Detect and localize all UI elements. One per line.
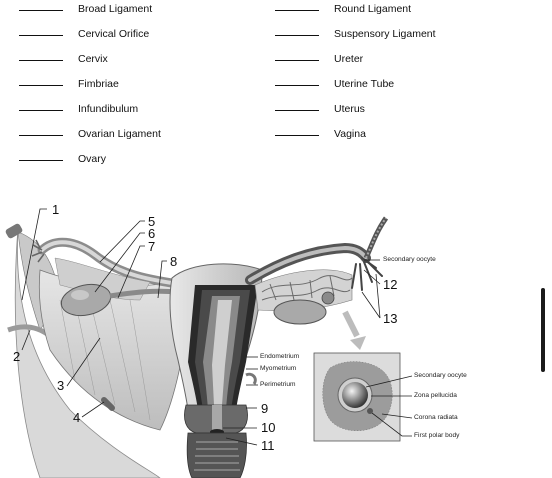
fimbriae-right: [352, 258, 382, 290]
diagram-number-8: 8: [170, 254, 178, 269]
diagram-number-10: 10: [261, 420, 276, 435]
secondary-oocyte-cell: [342, 382, 368, 408]
term-ovarian-ligament[interactable]: Ovarian Ligament: [19, 126, 161, 142]
diagram-number-7: 7: [148, 239, 156, 254]
suspensory-vessels-right: [366, 218, 386, 258]
diagram-number-6: 6: [148, 226, 156, 241]
inset-arrow: [345, 312, 357, 336]
label-endometrium: Endometrium: [260, 353, 300, 360]
term-vagina[interactable]: Vagina: [275, 126, 366, 142]
diagram-number-9: 9: [261, 401, 269, 416]
term-infundibulum[interactable]: Infundibulum: [19, 101, 138, 117]
term-round-ligament[interactable]: Round Ligament: [275, 1, 411, 17]
term-ureter[interactable]: Ureter: [275, 51, 363, 67]
diagram-number-3: 3: [57, 378, 65, 393]
term-cervical-orifice[interactable]: Cervical Orifice: [19, 26, 149, 42]
inset-arrow-head: [350, 336, 366, 350]
vertical-scrollbar[interactable]: [541, 288, 545, 372]
label-secondary-oocyte-top: Secondary oocyte: [383, 256, 436, 263]
term-suspensory-ligament[interactable]: Suspensory Ligament: [275, 26, 436, 42]
diagram-number-4: 4: [73, 410, 81, 425]
ovary-right: [274, 300, 326, 324]
ovary-left-highlight: [71, 290, 89, 300]
diagram-number-11: 11: [261, 438, 275, 453]
diagram-number-2: 2: [13, 349, 21, 364]
term-cervix[interactable]: Cervix: [19, 51, 108, 67]
label-perimetrium: Perimetrium: [260, 381, 296, 388]
term-ovary[interactable]: Ovary: [19, 151, 106, 167]
label-secondary-oocyte-inset: Secondary oocyte: [414, 372, 467, 379]
uterine-vessels-right: [246, 374, 255, 384]
label-myometrium: Myometrium: [260, 365, 297, 372]
label-first-polar-body: First polar body: [414, 432, 460, 439]
term-uterine-tube[interactable]: Uterine Tube: [275, 76, 394, 92]
diagram-number-12: 12: [383, 277, 398, 292]
term-uterus[interactable]: Uterus: [275, 101, 365, 117]
label-corona-radiata: Corona radiata: [414, 414, 458, 421]
term-fimbriae[interactable]: Fimbriae: [19, 76, 119, 92]
diagram-number-5: 5: [148, 214, 156, 229]
diagram-number-13: 13: [383, 311, 398, 326]
label-zona-pellucida: Zona pellucida: [414, 392, 457, 399]
diagram-number-1: 1: [52, 202, 60, 217]
cervical-canal: [212, 405, 222, 430]
ovulating-follicle: [322, 292, 334, 304]
term-broad-ligament[interactable]: Broad Ligament: [19, 1, 152, 17]
